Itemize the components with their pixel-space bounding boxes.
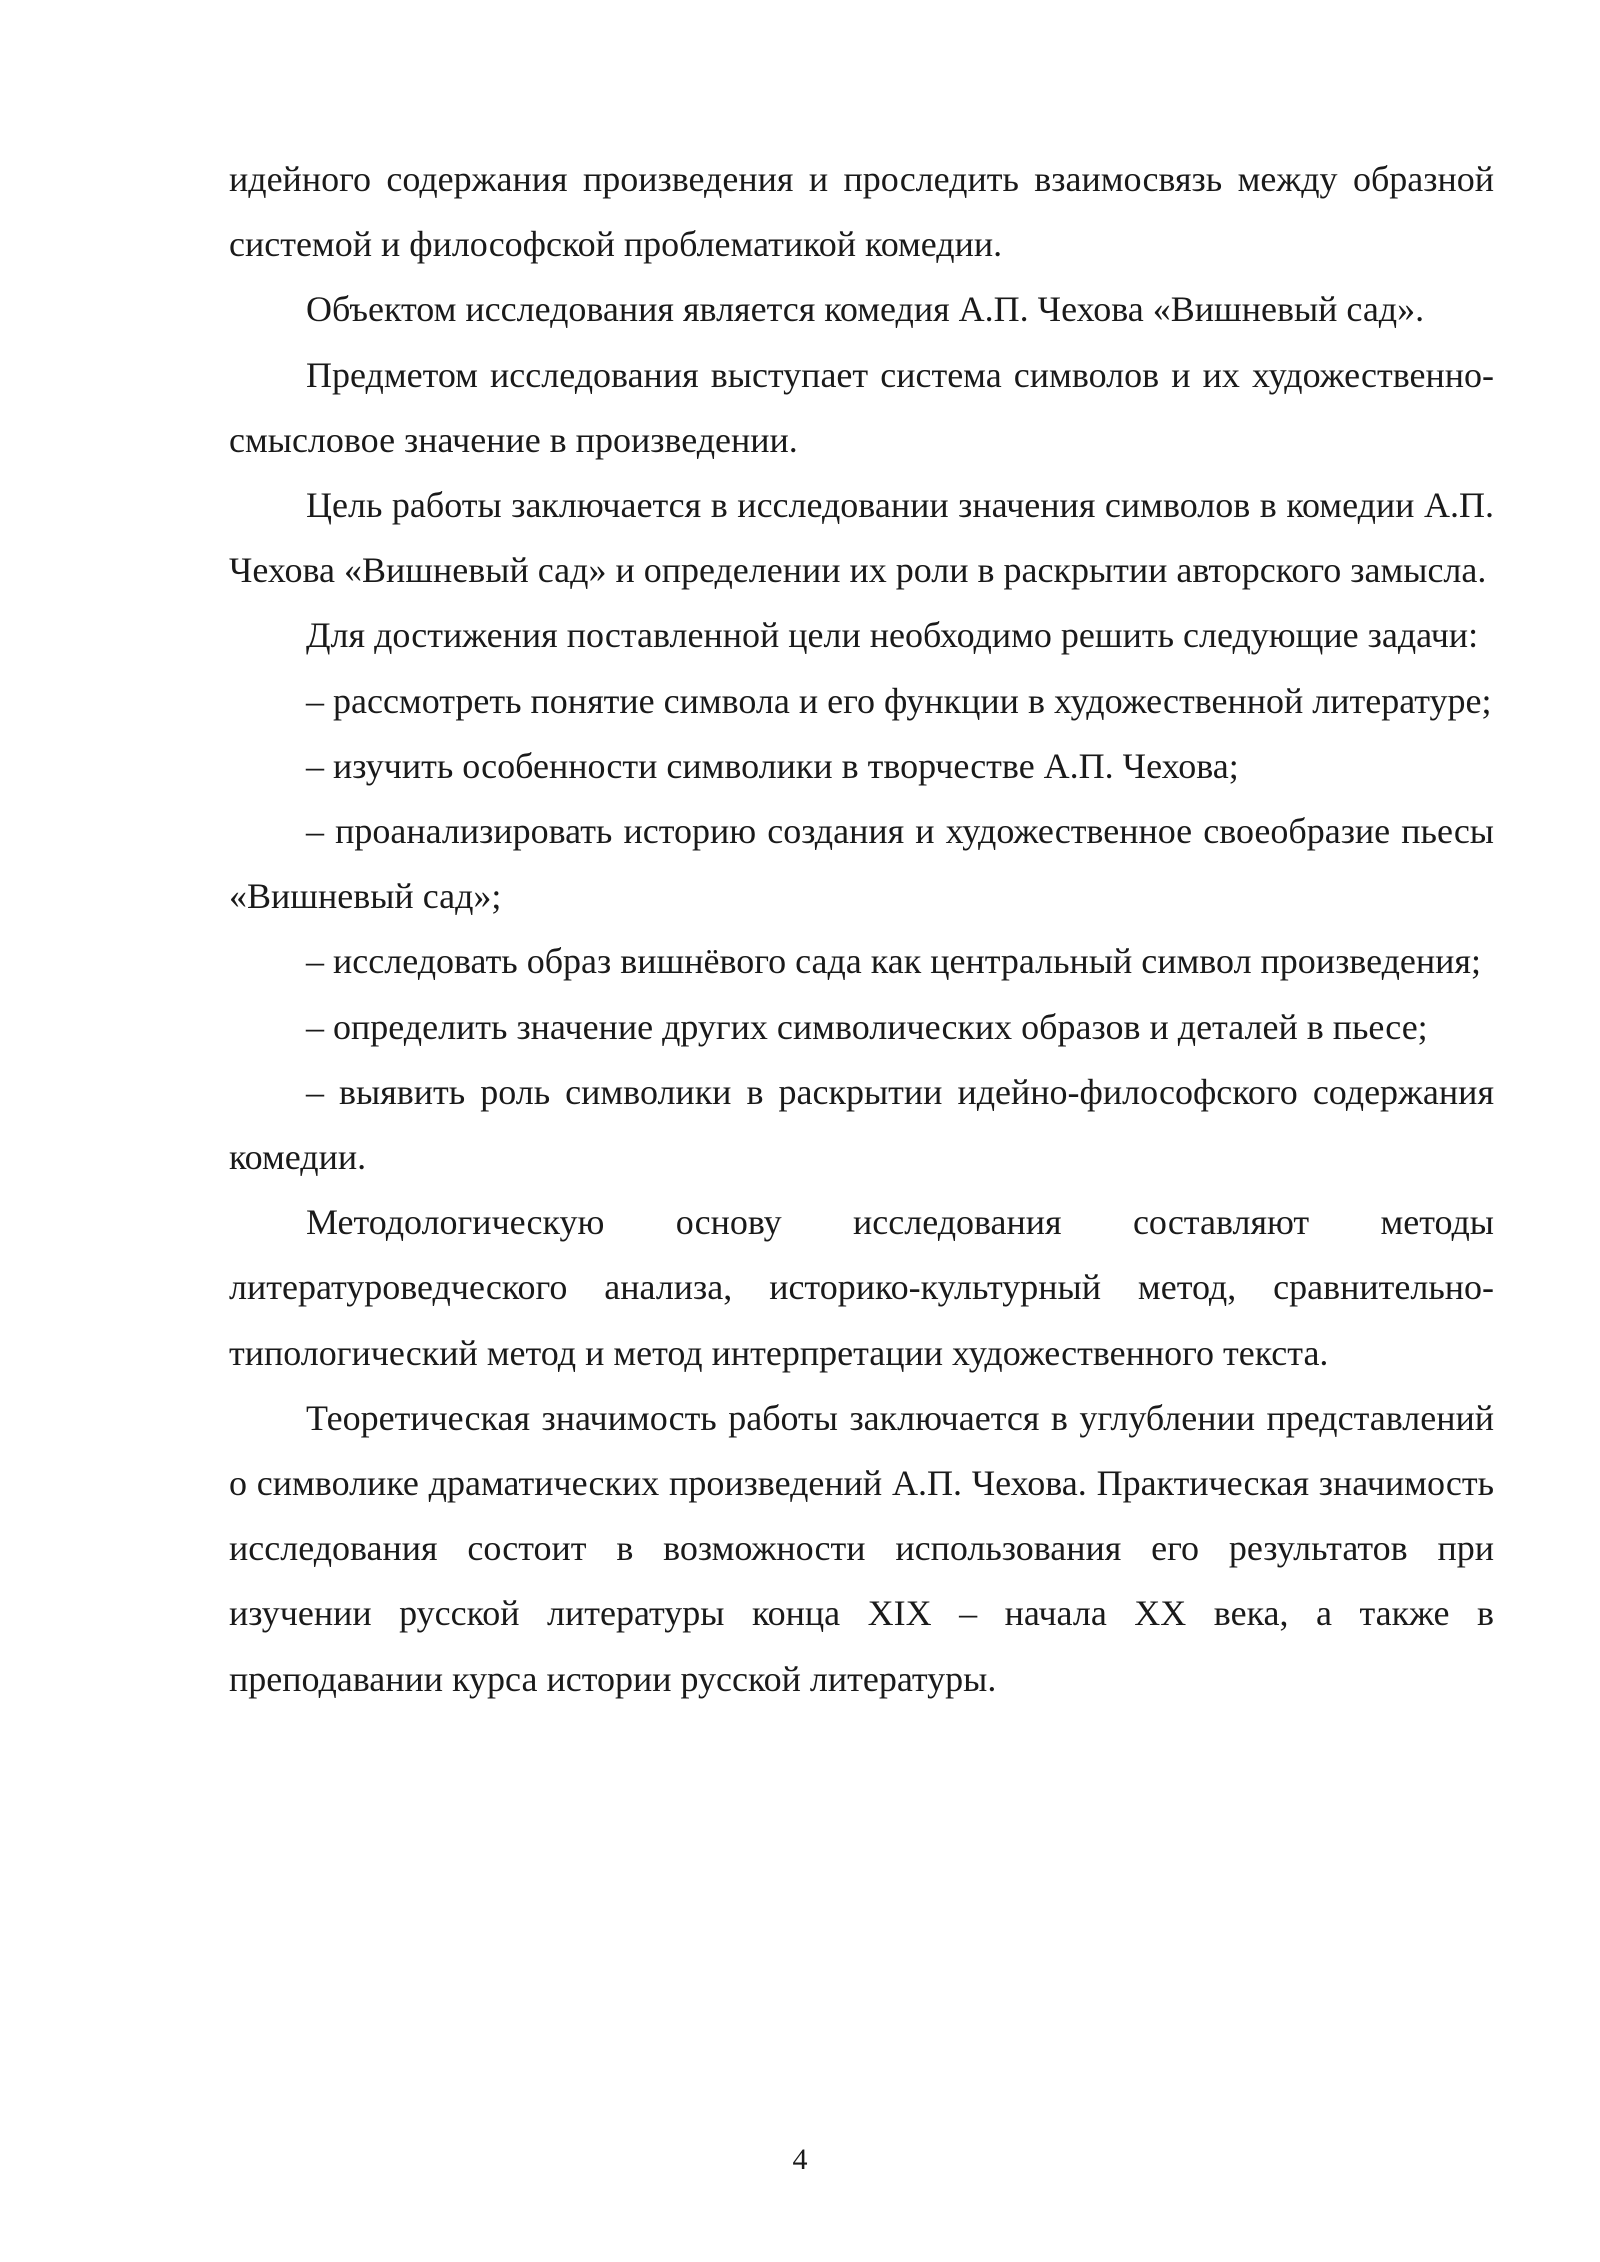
paragraph: Для достижения поставленной цели необходимо решить следующие задачи:: [306, 615, 1479, 656]
paragraph: Объектом исследования является комедия А.П. Чехова «Вишневый сад».: [306, 289, 1425, 330]
list-item: – исследовать образ вишнёвого сада как центральный символ произведения;: [306, 941, 1481, 982]
list-item: – выявить роль символики в раскрытии идейно-философского содержания комедии.: [229, 1071, 1494, 1178]
paragraph: Теоретическая значимость работы заключается в углублении представлений о символике драматических произведений А.П. Чехова. Практическая значимость исследования состоит в возможности использования его результатов при изучении русской литературы конца XIX – начала XX века, а также в преподавании курса истории русской литературы.: [229, 1397, 1494, 1699]
list-item: – проанализировать историю создания и художественное своеобразие пьесы «Вишневый сад»;: [229, 811, 1494, 917]
list-item: – определить значение других символических образов и деталей в пьесе;: [306, 1006, 1428, 1047]
paragraph: Предметом исследования выступает система символов и их художественно-смысловое значение в произведении.: [229, 354, 1494, 460]
page-number: 4: [792, 2143, 808, 2176]
paragraph: Цель работы заключается в исследовании значения символов в комедии А.П. Чехова «Вишневый сад» и определении их роли в раскрытии авторского замысла.: [229, 485, 1494, 591]
paragraph: Методологическую основу исследования составляют методы литературоведческого анализа, историко-культурный метод, сравнительно-типологический метод и метод интерпретации художественного текста.: [229, 1202, 1494, 1373]
list-item: – изучить особенности символики в творчестве А.П. Чехова;: [306, 745, 1239, 786]
document-body: [229, 147, 1494, 1712]
list-item: – рассмотреть понятие символа и его функции в художественной литературе;: [306, 680, 1492, 721]
paragraph: идейного содержания произведения и проследить взаимосвязь между образной системой и философской проблематикой комедии.: [229, 159, 1494, 265]
